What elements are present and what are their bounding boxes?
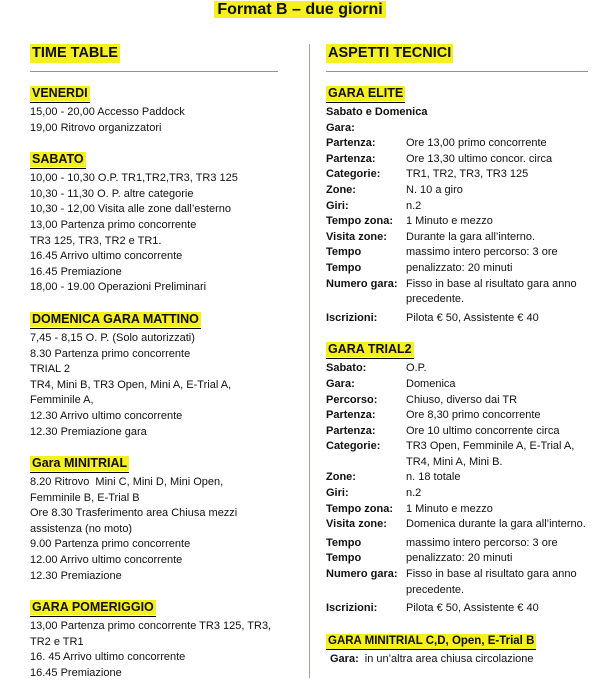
time-table-column: [30, 44, 295, 696]
spec-value: massimo intero percorso: 3 ore: [406, 246, 558, 259]
spec-key: Iscrizioni:: [326, 602, 378, 615]
schedule-line: 19,00 Ritrovo organizzatori: [30, 121, 162, 134]
spec-row: [326, 245, 596, 261]
spec-key: Categorie:: [326, 168, 381, 181]
spec-value: Pilota € 50, Assistente € 40: [406, 311, 539, 324]
schedule-line: 10,30 - 12,00 Visita alle zone dall’esterno: [30, 203, 231, 216]
spec-row: [326, 167, 596, 183]
schedule-line: 16. 45 Arrivo ultimo concorrente: [30, 651, 186, 664]
spec-value: penalizzato: 20 minuti: [406, 261, 513, 274]
spec-row: [326, 183, 596, 199]
spec-key: Tempo: [326, 536, 362, 549]
section-title: DOMENICA GARA MATTINO: [32, 311, 199, 326]
schedule-line: assistenza (no moto): [30, 522, 133, 535]
schedule-line: Femminile B, E-Trial B: [30, 491, 140, 504]
spec-key: Zone:: [326, 183, 356, 196]
spec-key: Gara:: [326, 121, 355, 134]
schedule-line: Femminile A,: [30, 394, 94, 407]
spec-value: TR3 Open, Femminile A, E-Trial A, TR4, Mini A, Mini B.: [406, 440, 575, 468]
spec-row: [326, 567, 596, 598]
spec-key: Zone:: [326, 471, 356, 484]
schedule-line: 8.30 Partenza primo concorrente: [30, 347, 191, 360]
spec-row: [326, 230, 596, 246]
spec-row: [326, 311, 596, 327]
technical-aspects-rule: [326, 71, 588, 72]
spec-value: Chiuso, diverso dai TR: [406, 393, 518, 406]
spec-key: Partenza:: [326, 409, 376, 422]
spec-row: [326, 361, 596, 377]
section-title: GARA MINITRIAL C,D, Open, E-Trial B: [328, 634, 535, 647]
spec-row: [326, 136, 596, 152]
spec-row: [326, 214, 596, 230]
spec-key: Partenza:: [326, 152, 376, 165]
spec-row: [326, 652, 596, 668]
spec-value: Ore 13,30 ultimo concor. circa: [406, 152, 553, 165]
schedule-line: 10,00 - 10,30 O.P. TR1,TR2,TR3, TR3 125: [30, 172, 238, 185]
spec-value: penalizzato: 20 minuti: [406, 552, 513, 565]
schedule-line: 13,00 Partenza primo concorrente TR3 125, TR3,: [30, 620, 272, 633]
spec-value: TR1, TR2, TR3, TR3 125: [406, 168, 529, 181]
section-pomeriggio: [30, 598, 295, 681]
spec-value: in un’altra area chiusa circolazione: [364, 652, 534, 665]
schedule-line: Ore 8.30 Trasferimento area Chiusa mezzi: [30, 507, 238, 520]
spec-key: Tempo zona:: [326, 502, 394, 515]
schedule-line: 16.45 Premiazione: [30, 265, 122, 278]
spec-key: Gara:: [326, 377, 355, 390]
spec-value: N. 10 a giro: [406, 183, 463, 196]
schedule-line: 16.45 Arrivo ultimo concorrente: [30, 250, 183, 263]
spec-value: [406, 121, 596, 137]
spec-key: Giri:: [326, 487, 349, 500]
spec-value: n.2: [406, 487, 422, 500]
time-table-rule: [30, 71, 278, 72]
spec-key: Categorie:: [326, 440, 381, 453]
spec-value: Domenica: [406, 377, 456, 390]
section-venerdi: [30, 84, 295, 136]
section-minitrial: [30, 454, 295, 584]
spec-row: [326, 536, 596, 552]
spec-key: Tempo zona:: [326, 215, 394, 228]
time-table-header: TIME TABLE: [32, 45, 118, 61]
spec-value: Fisso in base al risultato gara anno precedente.: [406, 568, 577, 596]
section-title: GARA POMERIGGIO: [32, 600, 154, 615]
spec-value: 1 Minuto e mezzo: [406, 502, 493, 515]
spec-row: [326, 551, 596, 567]
schedule-line: TRIAL 2: [30, 363, 70, 376]
page-title-text: Format B – due giorni: [214, 1, 385, 18]
page-title: [0, 0, 600, 20]
schedule-line: 8.20 Ritrovo Mini C, Mini D, Mini Open,: [30, 476, 224, 489]
spec-row: [326, 261, 596, 277]
schedule-line: 12.30 Premiazione: [30, 569, 122, 582]
section-title: GARA ELITE: [328, 86, 404, 100]
spec-row: [326, 439, 596, 470]
spec-row: [326, 502, 596, 518]
spec-row: [326, 601, 596, 617]
spec-key: Visita zone:: [326, 230, 387, 243]
schedule-line: TR3 125, TR3, TR2 e TR1.: [30, 234, 162, 247]
spec-value: Ore 8,30 primo concorrente: [406, 409, 541, 422]
schedule-line: 7,45 - 8,15 O. P. (Solo autorizzati): [30, 331, 195, 344]
spec-row: [326, 277, 596, 308]
spec-value: Durante la gara all’interno.: [406, 230, 536, 243]
section-title: VENERDI: [32, 86, 88, 100]
schedule-line: 18,00 - 19.00 Operazioni Preliminari: [30, 281, 207, 294]
spec-value: 1 Minuto e mezzo: [406, 215, 493, 228]
spec-key: Partenza:: [326, 424, 376, 437]
spec-row: [326, 393, 596, 409]
column-divider: [309, 44, 310, 678]
spec-row: [326, 152, 596, 168]
spec-key: Sabato:: [326, 362, 367, 375]
schedule-line: 15,00 - 20,00 Accesso Paddock: [30, 106, 185, 118]
spec-key: Giri:: [326, 199, 349, 212]
section-subtitle: Sabato e Domenica: [326, 106, 428, 118]
section-domenica-mattino: [30, 310, 295, 440]
spec-row: [326, 121, 596, 137]
spec-key: Tempo: [326, 261, 362, 274]
spec-row: [326, 470, 596, 486]
schedule-line: TR4, Mini B, TR3 Open, Mini A, E-Trial A,: [30, 378, 232, 391]
schedule-line: 10,30 - 11,30 O. P. altre categorie: [30, 187, 194, 200]
spec-value: n.2: [406, 199, 422, 212]
section-gara-trial2: [326, 340, 596, 617]
spec-key: Gara:: [330, 652, 359, 665]
spec-value: O.P.: [406, 362, 427, 375]
spec-key: Partenza:: [326, 137, 376, 150]
spec-key: Iscrizioni:: [326, 311, 378, 324]
spec-key: Percorso:: [326, 393, 378, 406]
spec-row: [326, 408, 596, 424]
spec-value: Pilota € 50, Assistente € 40: [406, 602, 539, 615]
section-sabato: [30, 150, 295, 296]
section-gara-minitrial: [326, 631, 596, 668]
spec-value: Fisso in base al risultato gara anno precedente.: [406, 277, 577, 306]
spec-key: Tempo: [326, 246, 362, 259]
schedule-line: 16.45 Premiazione: [30, 667, 122, 680]
spec-row: [326, 377, 596, 393]
spec-value: n. 18 totale: [406, 471, 461, 484]
section-title: Gara MINITRIAL: [32, 456, 128, 471]
schedule-line: 12.30 Premiazione gara: [30, 425, 147, 438]
schedule-line: TR2 e TR1: [30, 635, 84, 648]
spec-row: [326, 424, 596, 440]
spec-value: massimo intero percorso: 3 ore: [406, 536, 558, 549]
spec-key: Tempo: [326, 552, 362, 565]
spec-key: Numero gara:: [326, 277, 398, 290]
technical-aspects-column: [326, 44, 596, 681]
spec-row: [326, 486, 596, 502]
section-gara-elite: [326, 84, 596, 326]
spec-key: Numero gara:: [326, 568, 398, 581]
spec-row: [326, 517, 596, 533]
schedule-line: 13,00 Partenza primo concorrente: [30, 218, 197, 231]
schedule-line: 12.30 Arrivo ultimo concorrente: [30, 409, 183, 422]
spec-value: Domenica durante la gara all’interno.: [406, 518, 586, 531]
technical-aspects-header: ASPETTI TECNICI: [328, 45, 452, 61]
schedule-line: 12.00 Arrivo ultimo concorrente: [30, 554, 183, 567]
spec-row: [326, 199, 596, 215]
section-title: SABATO: [32, 152, 84, 167]
spec-value: Ore 10 ultimo concorrente circa: [406, 424, 560, 437]
schedule-line: 9.00 Partenza primo concorrente: [30, 538, 191, 551]
spec-key: Visita zone:: [326, 518, 387, 531]
section-title: GARA TRIAL2: [328, 342, 412, 357]
spec-value: Ore 13,00 primo concorrente: [406, 137, 547, 150]
